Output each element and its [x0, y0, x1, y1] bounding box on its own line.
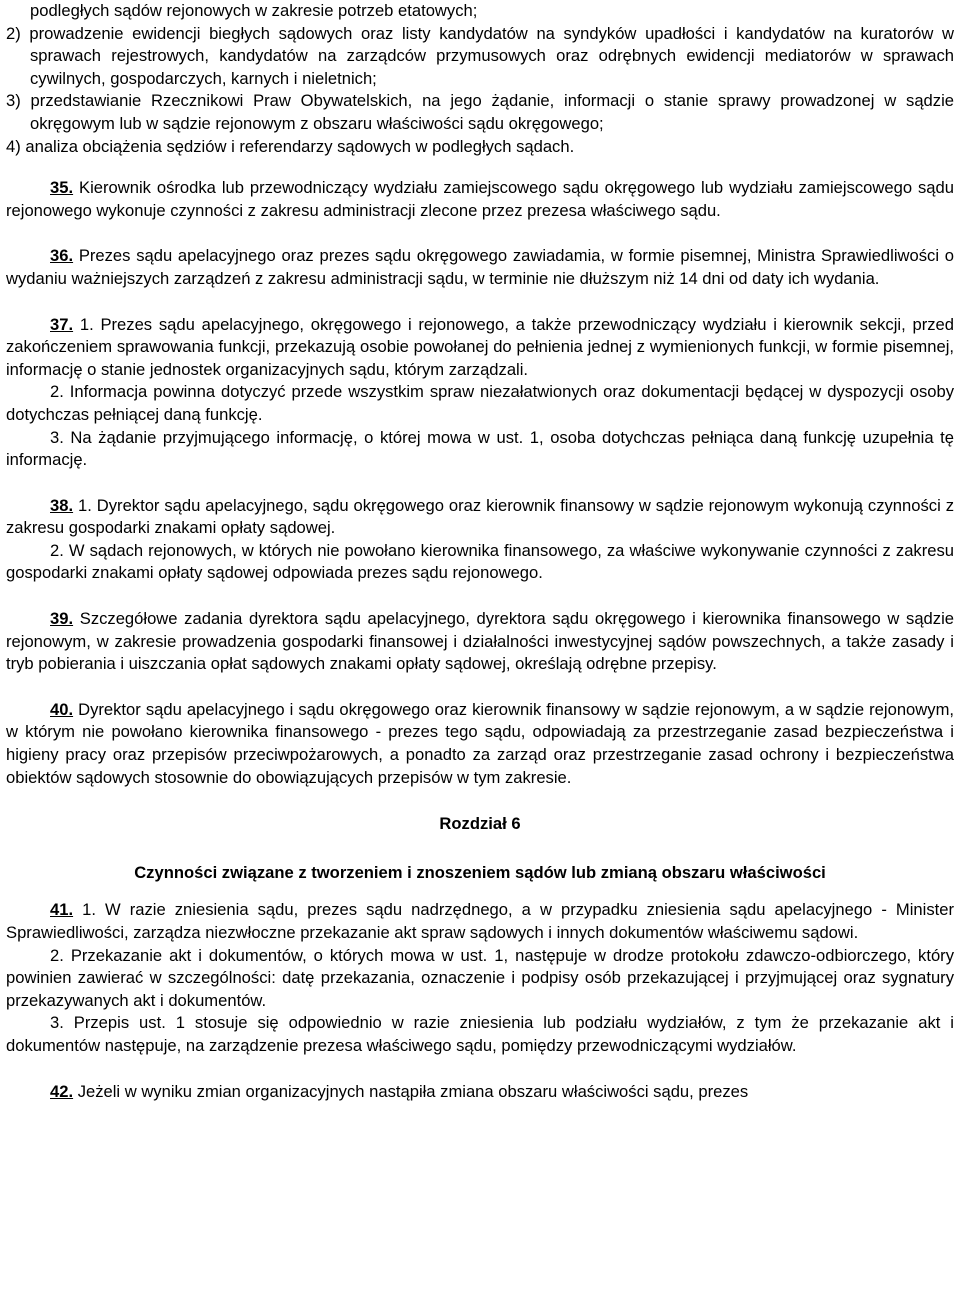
- paragraph-number: 39.: [50, 609, 74, 629]
- intro-line: podległych sądów rejonowych w zakresie potrzeb etatowych;: [30, 1, 478, 20]
- paragraph-text: 1. Dyrektor sądu apelacyjnego, sądu okręgowego oraz kierownik finansowy w sądzie rejonowym wykonują czynności z zakresu gospodarki znakami opłaty sądowej.: [6, 495, 954, 538]
- paragraph-text: 1. Prezes sądu apelacyjnego, okręgowego i rejonowego, a także przewodniczący wydziału i kierownik sekcji, przed zakończeniem sprawowania funkcji, przekazują osobie powołanej do pełnienia jednej z wymienionych funkcji, w formie pisemnej, informację o stanie jednostek organizacyjnych sądu, którym zarządzali.: [6, 314, 954, 379]
- paragraph-text: Dyrektor sądu apelacyjnego i sądu okręgowego oraz kierownik finansowy w sądzie rejonowym, a w sądzie rejonowym, w którym nie powołano kierownika finansowego - prezes tego sądu, odpowiadają za przestrzeganie zasad bezpieczeństwa i higieny pracy oraz przepisów przeciwpożarowych, a ponadto za zarząd oraz przestrzeganie zasad ochrony i bezpieczeństwa obiektów sądowych stosownie do obowiązujących przepisów w tym zakresie.: [6, 699, 954, 787]
- list-item-4: 4) analiza obciążenia sędziów i referendarzy sądowych w podległych sądach.: [6, 136, 575, 156]
- list-item-3: 3) przedstawianie Rzecznikowi Praw Obywatelskich, na jego żądanie, informacji o stanie sprawy prowadzonej w sądzie okręgowym lub w sądzie rejonowym z obszaru właściwości sądu okręgowego;: [6, 91, 954, 133]
- paragraph-text: Jeżeli w wyniku zmian organizacyjnych nastąpiła zmiana obszaru właściwości sądu, prezes: [73, 1081, 749, 1101]
- paragraph-number: 35.: [50, 178, 74, 198]
- paragraph-number: 38.: [50, 495, 74, 515]
- paragraph-text: Prezes sądu apelacyjnego oraz prezes sądu okręgowego zawiadamia, w formie pisemnej, Ministra Sprawiedliwości o wydaniu ważniejszych zarządzeń z zakresu administracji sądu, w terminie nie dłuższym niż 14 dni od daty ich wydania.: [6, 246, 954, 288]
- paragraph-37-section-3: 3. Na żądanie przyjmującego informację, o której mowa w ust. 1, osoba dotychczas pełniąca daną funkcję uzupełnia tę informację.: [6, 427, 954, 470]
- paragraph-number: 40.: [50, 699, 74, 719]
- paragraph-text: 1. W razie zniesienia sądu, prezes sądu nadrzędnego, a w przypadku zniesienia sądu apelacyjnego - Minister Sprawiedliwości, zarządza niezwłoczne przekazanie akt spraw sądowych i innych dokumentów właściwemu sądowi.: [6, 900, 954, 942]
- paragraph-number: 42.: [50, 1081, 74, 1101]
- paragraph-41-section-2: 2. Przekazanie akt i dokumentów, o których mowa w ust. 1, następuje w drodze protokołu zdawczo-odbiorczego, który powinien zawierać w szczególności: datę przekazania, oznaczenie i podpisy osób przekazującej i przyjmującej oraz sygnatury przekazywanych akt i dokumentów.: [6, 945, 954, 1010]
- paragraph-number: 37.: [50, 314, 74, 334]
- paragraph-39: [6, 608, 954, 676]
- paragraph-37-section-2: 2. Informacja powinna dotyczyć przede wszystkim spraw niezałatwionych oraz dokumentacji będącej w dyspozycji osoby dotychczas pełniącej daną funkcję.: [6, 382, 954, 424]
- paragraph-number: 36.: [50, 246, 74, 266]
- paragraph-41-section-3: 3. Przepis ust. 1 stosuje się odpowiednio w razie zniesienia lub podziału wydziałów, z tym że przekazanie akt i dokumentów następuje, na zarządzenie prezesa właściwego sądu, pomiędzy przewodniczącymi wydziałów.: [6, 1013, 954, 1055]
- paragraph-38: [6, 495, 954, 540]
- paragraph-42: [6, 1081, 954, 1104]
- paragraph-37: [6, 314, 954, 382]
- paragraph-number: 41.: [50, 900, 74, 920]
- paragraph-text: Kierownik ośrodka lub przewodniczący wydziału zamiejscowego sądu okręgowego lub wydziału zamiejscowego sądu rejonowego wykonuje czynności z zakresu administracji zlecone przez prezesa właściwego sądu.: [6, 178, 954, 220]
- chapter-title: Czynności związane z tworzeniem i znoszeniem sądów lub zmianą obszaru właściwości: [134, 862, 826, 882]
- paragraph-41: [6, 899, 954, 944]
- list-item-2: 2) prowadzenie ewidencji biegłych sądowych oraz listy kandydatów na syndyków upadłości i kandydatów na kuratorów w sprawach rejestrowych, kandydatów na zarządców przymusowych oraz odrębnych ewidencji mediatorów w sprawach cywilnych, gospodarczych, karnych i nieletnich;: [6, 23, 954, 88]
- chapter-label: Rozdział 6: [439, 814, 521, 834]
- paragraph-36: [6, 245, 954, 290]
- paragraph-text: Szczegółowe zadania dyrektora sądu apelacyjnego, dyrektora sądu okręgowego i kierownika finansowego w sądzie rejonowym, w zakresie prowadzenia gospodarki finansowej i działalności inwestycyjnej sądów powszechnych, a także zasady i tryb pobierania i uiszczania opłat sądowych znakami opłaty sądowej, określają odrębne przepisy.: [6, 609, 954, 674]
- paragraph-40: [6, 699, 954, 789]
- paragraph-35: [6, 177, 954, 222]
- paragraph-38-section-2: 2. W sądach rejonowych, w których nie powołano kierownika finansowego, za właściwe wykonywanie czynności z zakresu gospodarki znakami opłaty sądowej odpowiada prezes sądu rejonowego.: [6, 540, 954, 583]
